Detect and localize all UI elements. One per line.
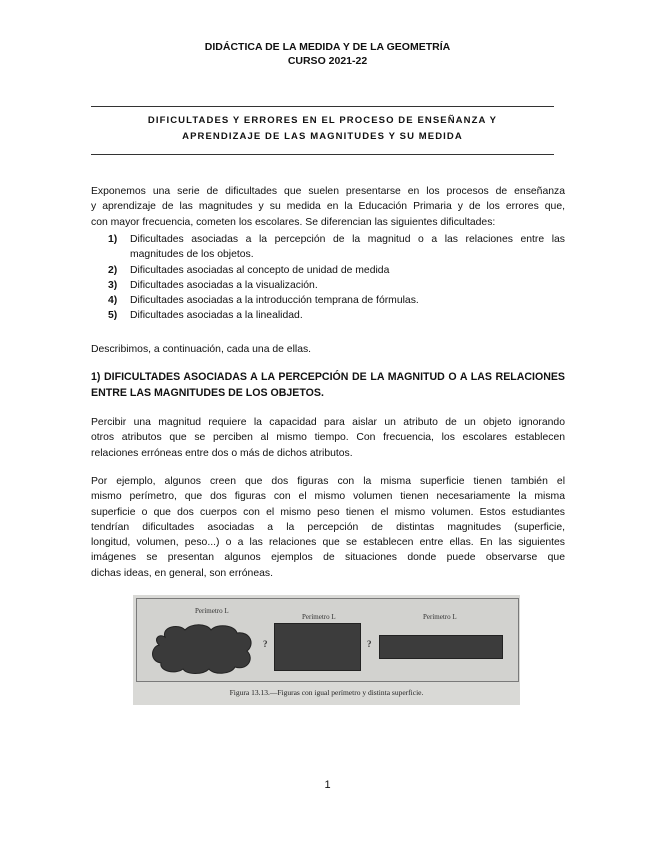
- course-year: CURSO 2021-22: [287, 55, 368, 67]
- doc-title-line1: DIFICULTADES Y ERRORES EN EL PROCESO DE ENSEÑANZA Y: [147, 115, 498, 126]
- rectangle-shape: [274, 623, 361, 671]
- list-text: Dificultades asociadas a la linealidad.: [130, 310, 303, 322]
- section-heading-line2: ENTRE LAS MAGNITUDES DE LOS OBJETOS.: [91, 386, 324, 399]
- doc-title-line2: APRENDIZAJE DE LAS MAGNITUDES Y SU MEDIDA: [182, 131, 463, 142]
- paragraph-line: superficie o que dos cuerpos con el mismo peso tienen el mismo volumen. Estos estudiantes: [91, 506, 565, 518]
- list-item: [91, 278, 565, 293]
- paragraph-example: [91, 474, 565, 581]
- list-text: Dificultades asociadas a la visualización.: [130, 279, 318, 291]
- list-number: 3): [108, 279, 118, 291]
- question-mark-1: ?: [263, 639, 268, 649]
- intro-line: con mayor frecuencia, cometen los escolares. Se diferencian las siguientes dificultades:: [91, 216, 496, 228]
- figure-label-rect: Perímetro L: [302, 613, 336, 621]
- list-text: Dificultades asociadas a la percepción de la magnitud o a las relaciones entre las: [130, 234, 565, 245]
- paragraph-line: otros atributos que se perciben al mismo tiempo. Con frecuencia, los escolares establecen: [91, 432, 565, 444]
- perimeter-figure: [133, 595, 520, 705]
- difficulties-list: [91, 232, 565, 324]
- list-number: 5): [108, 310, 118, 322]
- title-rule-top: [91, 106, 554, 107]
- figure-panel: [136, 598, 519, 682]
- course-title: DIDÁCTICA DE LA MEDIDA Y DE LA GEOMETRÍA: [204, 41, 451, 53]
- list-text: magnitudes de los objetos.: [130, 249, 254, 261]
- paragraph-line: Por ejemplo, algunos creen que dos figuras con la misma superficie tienen también el: [91, 476, 565, 487]
- section-heading-line1: 1) DIFICULTADES ASOCIADAS A LA PERCEPCIÓN DE LA MAGNITUD O A LAS RELACIONES: [91, 371, 565, 383]
- describe-paragraph: [91, 342, 565, 357]
- list-number: 2): [108, 264, 118, 276]
- paragraph-line: Percibir una magnitud requiere la capacidad para aislar un atributo de un objeto ignorando: [91, 417, 565, 428]
- list-item: [91, 293, 565, 308]
- page-number: 1: [324, 779, 331, 791]
- list-text: Dificultades asociadas a la introducción temprana de fórmulas.: [130, 295, 419, 307]
- intro-paragraph: [91, 184, 565, 230]
- figure-label-cloud: Perímetro L: [195, 607, 229, 615]
- describe-line: Describimos, a continuación, cada una de ellas.: [91, 344, 312, 355]
- list-item: [91, 232, 565, 263]
- list-item: [91, 263, 565, 278]
- list-item: [91, 308, 565, 323]
- paragraph-line: tendrían dificultades asociadas a la percepción de distintas magnitudes (superficie,: [91, 521, 565, 533]
- title-rule-bottom: [91, 154, 554, 155]
- cloud-shape-icon: [151, 623, 255, 675]
- list-number: 4): [108, 295, 118, 307]
- intro-line: Exponemos una serie de dificultades que suelen presentarse en los procesos de enseñanza: [91, 186, 565, 197]
- paragraph-line: dichas ideas, en general, son erróneas.: [91, 567, 273, 579]
- paragraph-perception: [91, 415, 565, 461]
- list-number: 1): [108, 234, 118, 245]
- list-text: Dificultades asociadas al concepto de unidad de medida: [130, 264, 390, 276]
- question-mark-2: ?: [367, 639, 372, 649]
- figure-label-long-rect: Perímetro L: [423, 613, 457, 621]
- section-heading: [91, 370, 565, 401]
- paragraph-line: relaciones erróneas entre dos o más de dichos atributos.: [91, 447, 353, 459]
- paragraph-line: imágenes se presentan algunos ejemplos de situaciones donde puede observarse que: [91, 552, 565, 564]
- intro-line: y aprendizaje de las magnitudes y su medida en la Educación Primaria y de los errores que,: [91, 201, 565, 213]
- long-rectangle-shape: [379, 635, 503, 659]
- figure-caption: Figura 13.13.—Figuras con igual perímetro y distinta superficie.: [229, 688, 424, 697]
- paragraph-line: longitud, volumen, peso...) o a las relaciones que se establecen entre ellas. En las siguientes: [91, 537, 565, 549]
- paragraph-line: mismo perímetro, que dos figuras con el mismo volumen tienen necesariamente la misma: [91, 491, 565, 503]
